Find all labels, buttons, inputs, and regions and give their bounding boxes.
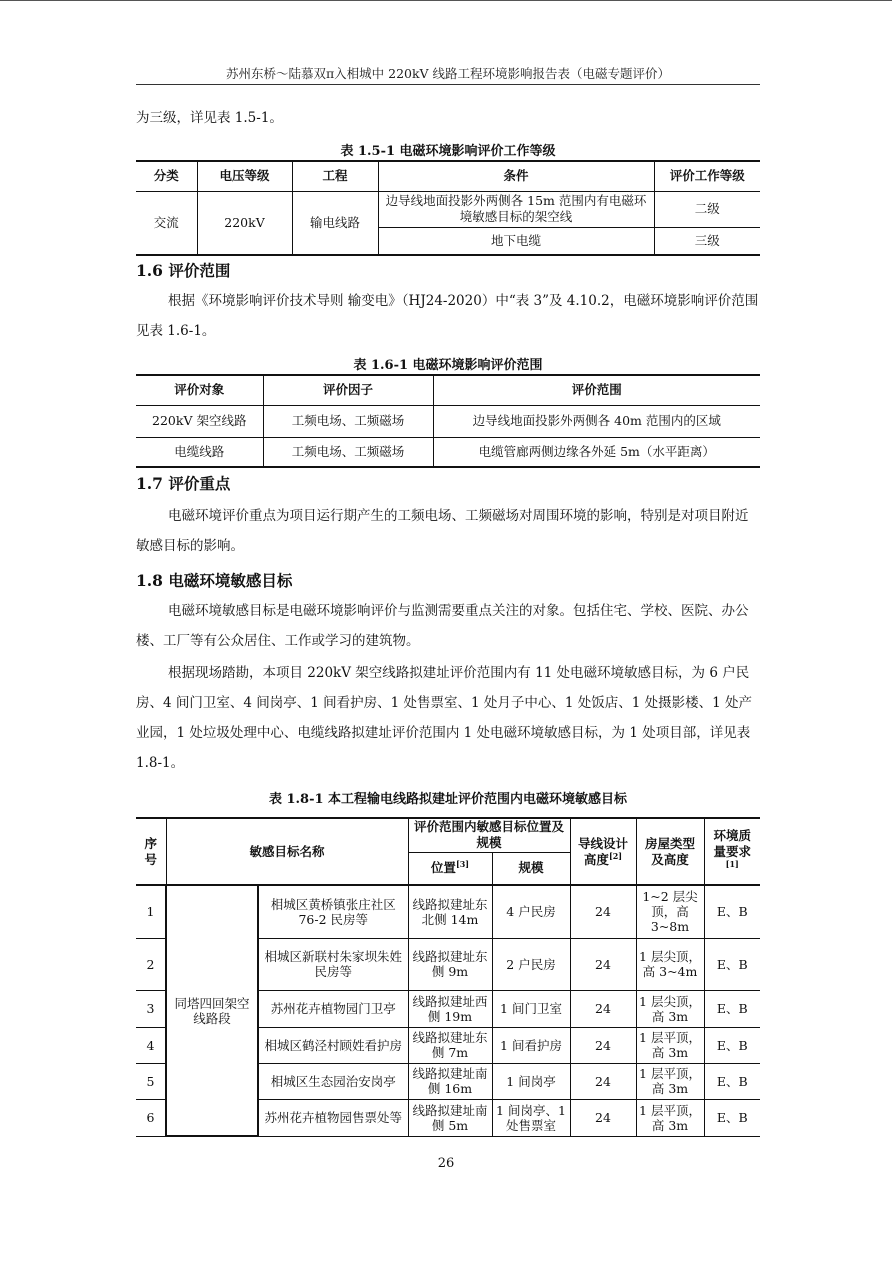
table2-header: 评价范围: [433, 375, 760, 405]
table3-row-no: 4: [136, 1027, 166, 1063]
table3-row-no: 6: [136, 1099, 166, 1136]
table3-row-no: 3: [136, 990, 166, 1027]
table3-row-env: E、B: [704, 885, 760, 938]
table1-header: 分类: [136, 161, 197, 191]
table1-header: 电压等级: [197, 161, 292, 191]
section-1-8-paragraph-2: 根据现场踏勘，本项目 220kV 架空线路拟建址评价范围内有 11 处电磁环境敏感目标，为 6 户民房、4 间门卫室、4 间岗亭、1 间看护房、1 处售票室、1 处月子中心、1 处饭店、1 处摄影楼、1 处产业园，1 处垃圾处理中心、电缆线路拟建址评价范围内 1 处电磁环境敏感目标，为 1 处项目部，详见表 1.8-1。: [136, 665, 753, 771]
table3-row-house: 1 层平顶，高 3m: [636, 1099, 704, 1136]
table3-header-env-text: 环境质量要求: [713, 827, 751, 859]
table3-row-name: 相城区黄桥镇张庄社区76-2 民房等: [258, 885, 408, 938]
table3-row-position: 线路拟建址东北侧 14m: [408, 885, 492, 938]
table3-row-scale: 4 户民房: [492, 885, 570, 938]
table1-condition: 边导线地面投影外两侧各 15m 范围内有电磁环境敏感目标的架空线: [378, 191, 654, 227]
table3-row-env: E、B: [704, 1099, 760, 1136]
table3-header-height: [570, 818, 636, 885]
table3-row-name: 相城区生态园治安岗亭: [258, 1063, 408, 1099]
table3-row-scale: 1 间看护房: [492, 1027, 570, 1063]
page-number: 26: [437, 1156, 455, 1171]
table3-row-position: 线路拟建址西侧 19m: [408, 990, 492, 1027]
table1-category: 交流: [136, 191, 197, 255]
running-header: 苏州东桥～陆慕双π入相城中 220kV 线路工程环境影响报告表（电磁专题评价）: [225, 66, 671, 81]
section-heading-1-6: 1.6 评价范围: [136, 261, 231, 280]
table3-row-name: 苏州花卉植物园门卫亭: [258, 990, 408, 1027]
table2-cell: 工频电场、工频磁场: [263, 437, 433, 467]
table-sensitive-targets: [136, 817, 760, 1137]
table2-cell: 电缆线路: [136, 437, 263, 467]
table2-caption: 表 1.6-1 电磁环境影响评价范围: [353, 358, 543, 373]
intro-line: 为三级，详见表 1.5-1。: [136, 110, 283, 126]
table3-row-height: 24: [570, 938, 636, 990]
table2-cell: 边导线地面投影外两侧各 40m 范围内的区域: [433, 405, 760, 437]
table3-row-position: 线路拟建址东侧 7m: [408, 1027, 492, 1063]
table3-row-env: E、B: [704, 990, 760, 1027]
table3-row-house: 1 层平顶，高 3m: [636, 1063, 704, 1099]
table3-row-env: E、B: [704, 1063, 760, 1099]
section-heading-1-8: 1.8 电磁环境敏感目标: [136, 571, 293, 590]
table1-grade: 三级: [654, 227, 760, 255]
table3-row-no: 1: [136, 885, 166, 938]
section-1-7-paragraph: 电磁环境评价重点为项目运行期产生的工频电场、工频磁场对周围环境的影响，特别是对项目附近敏感目标的影响。: [136, 508, 749, 554]
table3-header-name: 敏感目标名称: [166, 818, 408, 885]
table2-cell: 工频电场、工频磁场: [263, 405, 433, 437]
table3-header-position-text: 位置: [430, 860, 456, 876]
table2-header: 评价对象: [136, 375, 263, 405]
table-evaluation-grade: [136, 160, 760, 256]
table3-row-height: 24: [570, 990, 636, 1027]
table3-row-no: 5: [136, 1063, 166, 1099]
table3-caption: 表 1.8-1 本工程输电线路拟建址评价范围内电磁环境敏感目标: [268, 792, 628, 807]
table3-row-name: 苏州花卉植物园售票处等: [258, 1099, 408, 1136]
table3-row-house: 1 层尖顶，高 3m: [636, 990, 704, 1027]
table1-header: 条件: [378, 161, 654, 191]
table1-header: 评价工作等级: [654, 161, 760, 191]
table-evaluation-scope: [136, 374, 760, 468]
table3-row-position: 线路拟建址南侧 5m: [408, 1099, 492, 1136]
section-1-8-paragraph-1: 电磁环境敏感目标是电磁环境影响评价与监测需要重点关注的对象。包括住宅、学校、医院、办公楼、工厂等有公众居住、工作或学习的建筑物。: [136, 603, 749, 649]
table2-header: 评价因子: [263, 375, 433, 405]
table3-row-scale: 1 间岗亭: [492, 1063, 570, 1099]
table3-header-height-text: 导线设计高度: [577, 835, 628, 867]
table3-row-height: 24: [570, 1063, 636, 1099]
table1-project: 输电线路: [292, 191, 378, 255]
table3-row-height: 24: [570, 885, 636, 938]
table1-condition: 地下电缆: [378, 227, 654, 255]
table3-row-env: E、B: [704, 1027, 760, 1063]
table3-header-house: 房屋类型及高度: [636, 818, 704, 885]
table3-row-height: 24: [570, 1027, 636, 1063]
table3-row-house: 1 层尖顶，高 3~4m: [636, 938, 704, 990]
table3-row-position: 线路拟建址南侧 16m: [408, 1063, 492, 1099]
table1-voltage: 220kV: [197, 191, 292, 255]
table3-row-height: 24: [570, 1099, 636, 1136]
table3-footnote-mark: [2]: [608, 850, 623, 861]
header-rule: [136, 84, 760, 85]
table3-row-position: 线路拟建址东侧 9m: [408, 938, 492, 990]
table3-segment: 同塔四回架空线路段: [166, 885, 258, 1136]
page-top-border: [0, 0, 892, 1]
table3-row-env: E、B: [704, 938, 760, 990]
section-heading-1-7: 1.7 评价重点: [136, 474, 231, 493]
table3-row-house: 1 层平顶，高 3m: [636, 1027, 704, 1063]
table3-footnote-mark: [1]: [725, 858, 739, 869]
table3-row-name: 相城区鹤泾村顾姓看护房: [258, 1027, 408, 1063]
table1-caption: 表 1.5-1 电磁环境影响评价工作等级: [340, 144, 556, 159]
table3-header-env: [704, 818, 760, 885]
table3-header-position-group: 评价范围内敏感目标位置及规模: [408, 818, 570, 852]
table3-row-scale: 2 户民房: [492, 938, 570, 990]
table3-row-name: 相城区新联村朱家坝朱姓民房等: [258, 938, 408, 990]
table1-grade: 二级: [654, 191, 760, 227]
table3-footnote-mark: [3]: [455, 859, 470, 870]
table3-row-scale: 1 间门卫室: [492, 990, 570, 1027]
table3-row-house: 1~2 层尖顶，高 3~8m: [636, 885, 704, 938]
table3-header-no: 序号: [136, 818, 166, 885]
table3-row-scale: 1 间岗亭、1 处售票室: [492, 1099, 570, 1136]
section-1-6-paragraph: 根据《环境影响评价技术导则 输变电》（HJ24-2020）中“表 3”及 4.10.2，电磁环境影响评价范围见表 1.6-1。: [136, 293, 759, 339]
table2-cell: 220kV 架空线路: [136, 405, 263, 437]
table3-row-no: 2: [136, 938, 166, 990]
table2-cell: 电缆管廊两侧边缘各外延 5m（水平距离）: [433, 437, 760, 467]
table3-header-scale: 规模: [492, 852, 570, 885]
table1-header: 工程: [292, 161, 378, 191]
table3-header-position: [408, 852, 492, 885]
